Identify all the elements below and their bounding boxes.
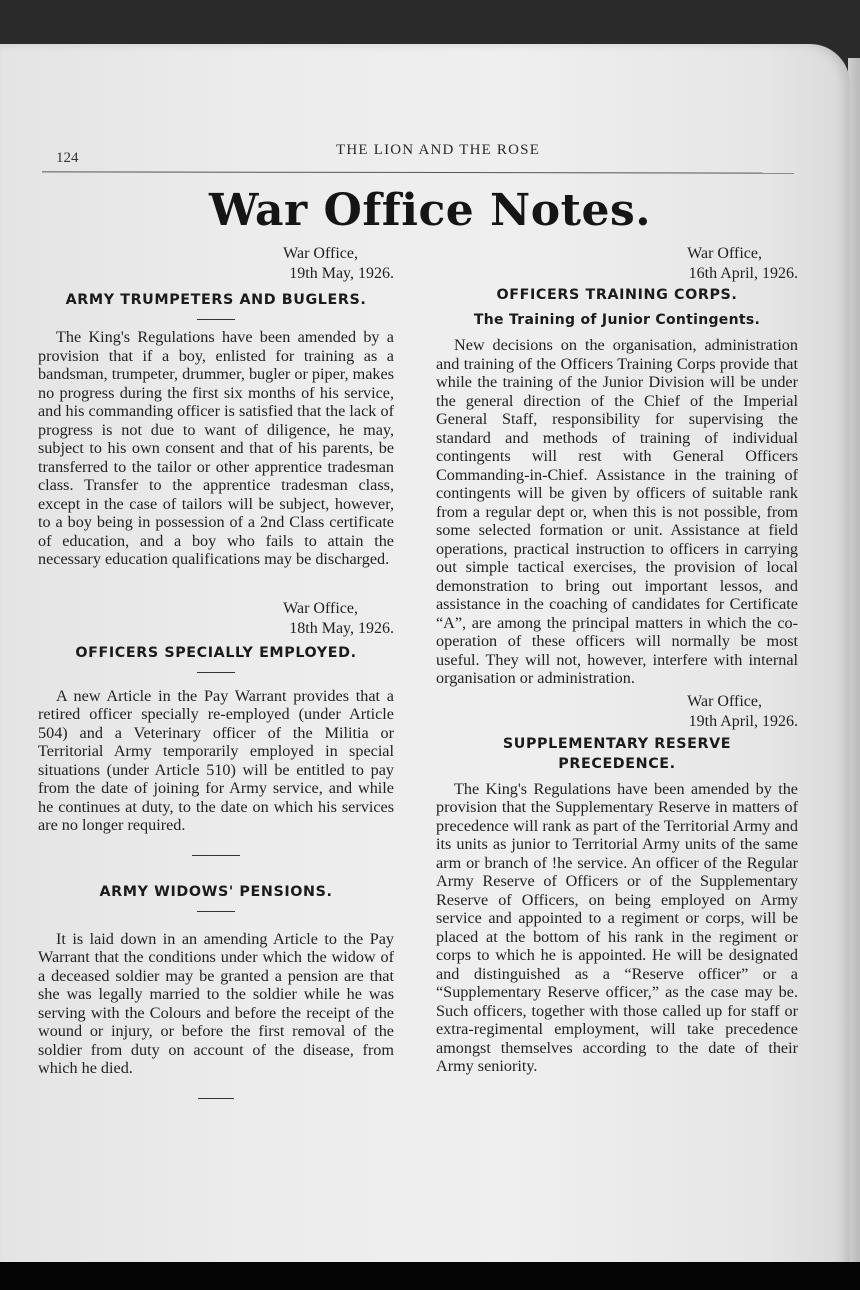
article-body: The King's Regulations have been amended by a provision that if a boy, enlisted for training as a bandsman, trumpeter, drummer, bugler or piper, makes no progress during the first six months of his service, and his commanding officer is satisfied that the lack of progress is not due to want of diligence, he may, subject to his own consent and that of his parents, be transferred to the tailor or other apprentice tradesman class. Transfer to the apprentice tradesman class, except in the case of tailors will be subject, however, to a boy being in possession of a 2nd Class certificate of education, and a boy who fails to attain the necessary education qualifications may be discharged. (38, 328, 394, 568)
article-heading-line2: PRECEDENCE. (558, 755, 676, 772)
article-heading: ARMY TRUMPETERS AND BUGLERS. (65, 292, 367, 308)
article-officers-specially-employed (38, 599, 394, 835)
page-title: War Office Notes. (208, 185, 652, 236)
article-heading: OFFICERS SPECIALLY EMPLOYED. (75, 644, 357, 661)
running-header (56, 140, 796, 170)
article-subheading: The Training of Junior Contingents. (473, 312, 761, 328)
dateline-place: War Office, (283, 245, 358, 262)
article-heading-line1: SUPPLEMENTARY RESERVE (502, 735, 732, 752)
article-body: The King's Regulations have been amended by the provision that the Supplementary Reserve in matters of precedence will rank as part of the Territorial Army and its units as junior to Territorial Army units of the same arm or branch of !he service. An officer of the Regular Army Reserve of Officers or of the Supplementary Reserve of Officers, on being employed on Army service and appointed to a regiment or corps, will be placed at the bottom of his rank in the regiment or corps to which he is appointed. He will be designated and distinguished as a “Reserve officer” or a “Supplementary Reserve officer,” as the case may be. Such officers, together with those called up for staff or extra-regimental employment, will take precedence amongst themselves according to the date of their Army seniority. (436, 779, 798, 1075)
section-separator (198, 1098, 234, 1099)
background-bottom (0, 1262, 860, 1290)
dateline-date: 18th May, 1926. (289, 619, 394, 637)
dateline-date: 19th May, 1926. (289, 265, 394, 282)
dateline-place: War Office, (283, 599, 358, 617)
page-number: 124 (56, 150, 79, 166)
dateline (38, 599, 394, 639)
right-column (436, 244, 798, 1076)
article-body: A new Article in the Pay Warrant provides that a retired officer specially re-employed (under Article 504) and a Veterinary officer of the Militia or Territorial Army temporarily employed in special situations (under Article 510) will be entitled to pay from the date of joining for Army service, and while he continues at duty, to the date on which his services are no longer required. (38, 686, 394, 834)
dateline (38, 244, 394, 284)
article-officers-training-corps (436, 244, 798, 688)
article-heading: OFFICERS TRAINING CORPS. (496, 287, 738, 303)
article-body: It is laid down in an amending Article to the Pay Warrant that the conditions under which the widow of a deceased soldier may be granted a pension are that she was legally married to the soldier while he was serving with the Colours and before the receipt of the wound or injury, or before the first removal of the soldier from duty on account of the disease, from which he died. (38, 929, 394, 1077)
dateline (436, 692, 798, 732)
left-column (38, 244, 394, 1107)
article-widows-pensions (38, 882, 394, 1078)
dateline-date: 16th April, 1926. (688, 265, 798, 282)
article-trumpeters (38, 244, 394, 569)
dateline (436, 244, 798, 284)
article-supplementary-reserve (436, 692, 798, 1076)
dateline-place: War Office, (687, 245, 762, 262)
running-title: THE LION AND THE ROSE (336, 142, 541, 158)
dateline-date: 19th April, 1926. (688, 712, 798, 730)
article-body: New decisions on the organisation, administration and training of the Officers Training Corps provide that while the training of the Junior Division will be under the general direction of the Chief of the Imperial General Staff, responsibility for supervising the standard and methods of training of individual contingents will rest with General Officers Commanding-in-Chief. Assistance in the training of contingents will be given by officers of suitable rank from a regular dept or, when this is not possible, from some selected formation or unit. Assistance at field operations, practical instruction to officers in carrying out simple tactical exercises, the provision of local demonstration to bring out important lessos, and assistance in the coaching of candidates for Certificate “A”, are among the principal matters in which the co-operation of these officers will normally be most useful. They will not, however, interfere with internal organisation or administration. (436, 336, 798, 687)
section-rule (197, 911, 235, 912)
dateline-place: War Office, (687, 692, 762, 710)
section-rule (197, 319, 235, 320)
article-heading: ARMY WIDOWS' PENSIONS. (99, 883, 333, 900)
section-separator (192, 855, 240, 856)
section-rule (197, 672, 235, 673)
